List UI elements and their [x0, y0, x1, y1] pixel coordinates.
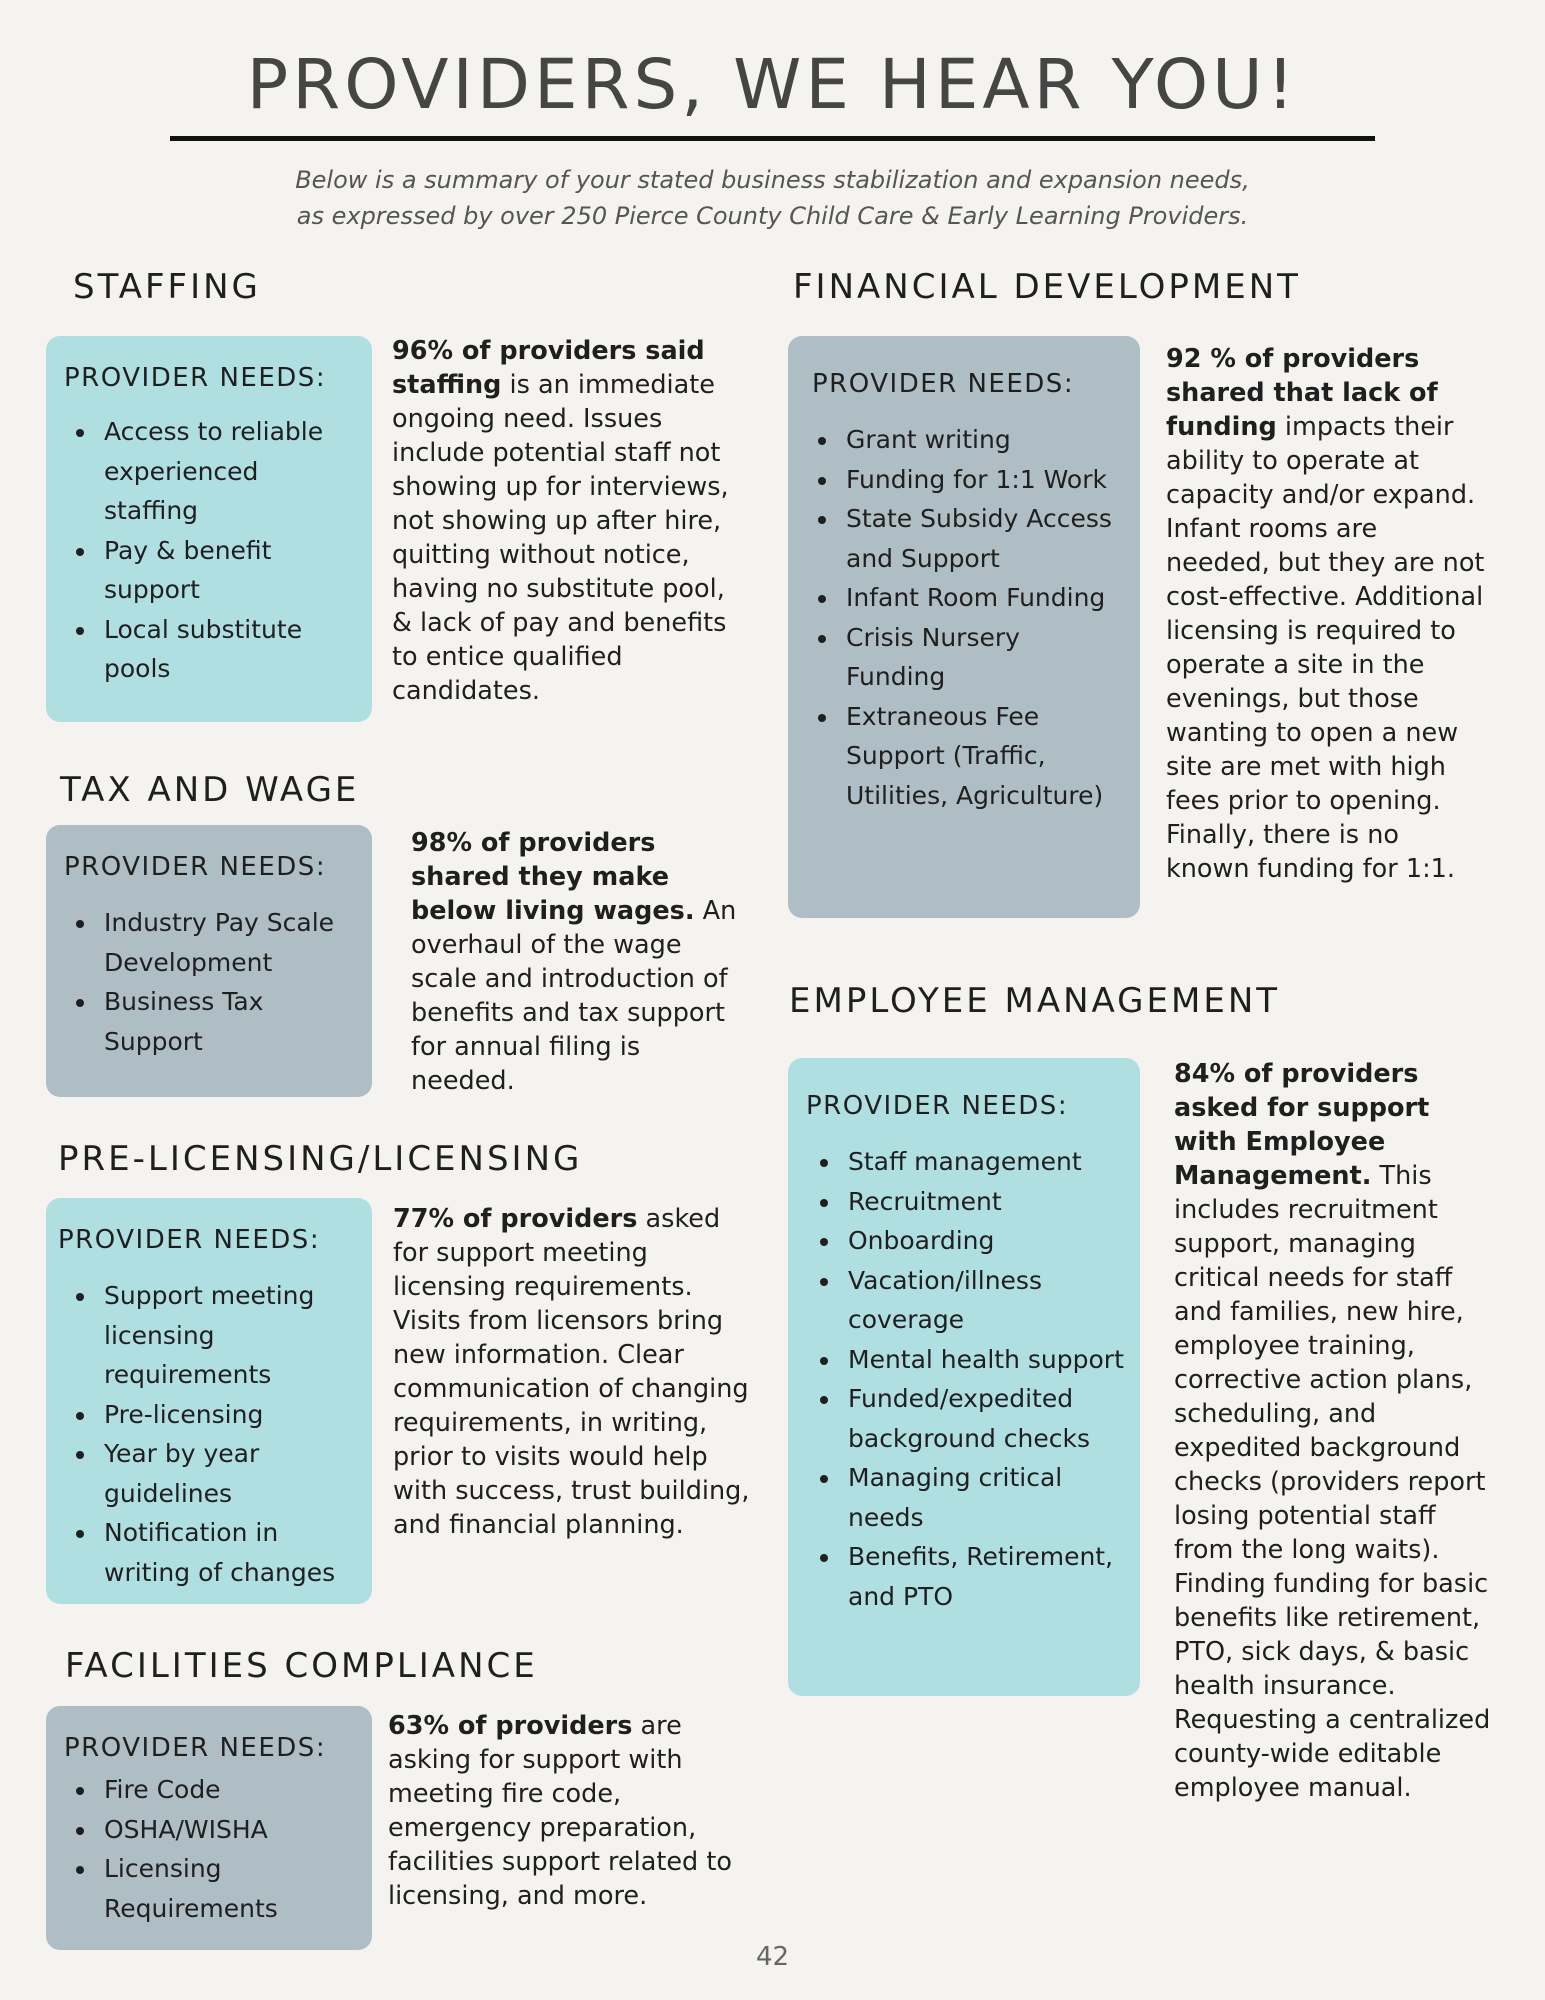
list-item: Pay & benefit support: [64, 531, 356, 610]
list-item: Funded/expedited background checks: [808, 1379, 1124, 1458]
list-item: Licensing Requirements: [64, 1849, 356, 1928]
title-divider: [170, 136, 1375, 141]
list-item: Managing critical needs: [808, 1458, 1124, 1537]
facilities-needs-list: [64, 1770, 356, 1928]
list-item: Funding for 1:1 Work: [806, 460, 1124, 500]
facilities-stat: 63% of providers: [388, 1711, 633, 1741]
facilities-needs-title: PROVIDER NEEDS:: [64, 1733, 327, 1763]
employee-needs-list: [808, 1142, 1124, 1616]
staffing-needs-list: [64, 412, 356, 689]
list-item: Onboarding: [808, 1221, 1124, 1261]
tax-wage-description: [411, 826, 751, 1098]
licensing-heading: PRE-LICENSING/LICENSING: [58, 1139, 583, 1179]
licensing-description: [393, 1202, 755, 1542]
subtitle-line-2: as expressed by over 250 Pierce County Child Care & Early Learning Providers.: [296, 202, 1249, 230]
list-item: Business Tax Support: [64, 982, 356, 1061]
facilities-heading: FACILITIES COMPLIANCE: [65, 1646, 538, 1686]
list-item: Vacation/illness coverage: [808, 1261, 1124, 1340]
list-item: Infant Room Funding: [806, 578, 1124, 618]
list-item: State Subsidy Access and Support: [806, 499, 1124, 578]
list-item: Support meeting licensing requirements: [64, 1276, 356, 1395]
page-subtitle: [120, 162, 1425, 234]
list-item: Recruitment: [808, 1182, 1124, 1222]
list-item: Extraneous Fee Support (Traffic, Utilities, Agriculture): [806, 697, 1124, 816]
tax-wage-heading: TAX AND WAGE: [60, 770, 360, 810]
facilities-text: are asking for support with meeting fire code, emergency preparation, facilities support related to licensing, and more.: [388, 1711, 732, 1911]
financial-needs-box: [788, 336, 1140, 918]
subtitle-line-1: Below is a summary of your stated business stabilization and expansion needs,: [295, 166, 1250, 194]
financial-needs-list: [806, 420, 1124, 815]
employee-needs-title: PROVIDER NEEDS:: [806, 1091, 1069, 1121]
list-item: Pre-licensing: [64, 1395, 356, 1435]
list-item: Grant writing: [806, 420, 1124, 460]
list-item: Mental health support: [808, 1340, 1124, 1380]
staffing-heading: STAFFING: [73, 267, 261, 307]
facilities-description: [388, 1709, 758, 1913]
facilities-needs-box: [46, 1706, 372, 1950]
tax-wage-text: An overhaul of the wage scale and introduction of benefits and tax support for annual filing is needed.: [411, 896, 737, 1096]
tax-wage-stat: 98% of providers shared they make below living wages.: [411, 828, 695, 926]
financial-stat: 92 % of providers shared that lack of funding: [1166, 344, 1438, 442]
list-item: Fire Code: [64, 1770, 356, 1810]
list-item: Staff management: [808, 1142, 1124, 1182]
licensing-stat: 77% of providers: [393, 1204, 638, 1234]
licensing-needs-box: [46, 1198, 372, 1604]
staffing-needs-title: PROVIDER NEEDS:: [64, 363, 327, 393]
list-item: OSHA/WISHA: [64, 1810, 356, 1850]
list-item: Crisis Nursery Funding: [806, 618, 1124, 697]
page-number: 42: [755, 1942, 790, 1972]
tax-wage-needs-title: PROVIDER NEEDS:: [64, 852, 327, 882]
staffing-text: is an immediate ongoing need. Issues include potential staff not showing up for interviews, not showing up after hire, quitting without notice, having no substitute pool, & lack of pay and benefits to entice qualified candidates.: [392, 370, 729, 706]
list-item: Industry Pay Scale Development: [64, 903, 356, 982]
financial-text: impacts their ability to operate at capacity and/or expand. Infant rooms are needed, but they are not cost-effective. Additional licensing is required to operate a site in the evenings, but those wanting to open a new site are met with high fees prior to opening. Finally, there is no known funding for 1:1.: [1166, 412, 1485, 884]
employee-heading: EMPLOYEE MANAGEMENT: [789, 981, 1281, 1021]
licensing-text: asked for support meeting licensing requirements. Visits from licensors bring new information. Clear communication of changing requirements, in writing, prior to visits would help with success, trust building, and financial planning.: [393, 1204, 750, 1540]
list-item: Access to reliable experienced staffing: [64, 412, 356, 531]
employee-text: This includes recruitment support, managing critical needs for staff and families, new hire, employee training, corrective action plans, scheduling, and expedited background checks (providers report losing potential staff from the long waits). Finding funding for basic benefits like retirement, PTO, sick days, & basic health insurance. Requesting a centralized county-wide editable employee manual.: [1174, 1161, 1491, 1803]
tax-wage-needs-list: [64, 903, 356, 1061]
licensing-needs-list: [64, 1276, 356, 1592]
employee-stat: 84% of providers asked for support with Employee Management.: [1174, 1059, 1430, 1191]
employee-needs-box: [788, 1058, 1140, 1696]
tax-wage-needs-box: [46, 825, 372, 1097]
staffing-needs-box: [46, 336, 372, 722]
financial-needs-title: PROVIDER NEEDS:: [812, 369, 1075, 399]
list-item: Benefits, Retirement, and PTO: [808, 1537, 1124, 1616]
list-item: Local substitute pools: [64, 610, 356, 689]
staffing-stat: 96% of providers said staffing: [392, 336, 705, 400]
staffing-description: [392, 334, 752, 708]
licensing-needs-title: PROVIDER NEEDS:: [58, 1225, 321, 1255]
page-title: PROVIDERS, WE HEAR YOU!: [246, 45, 1299, 125]
financial-heading: FINANCIAL DEVELOPMENT: [793, 267, 1301, 307]
list-item: Year by year guidelines: [64, 1434, 356, 1513]
employee-description: [1174, 1057, 1492, 1805]
list-item: Notification in writing of changes: [64, 1513, 356, 1592]
financial-description: [1166, 342, 1486, 886]
